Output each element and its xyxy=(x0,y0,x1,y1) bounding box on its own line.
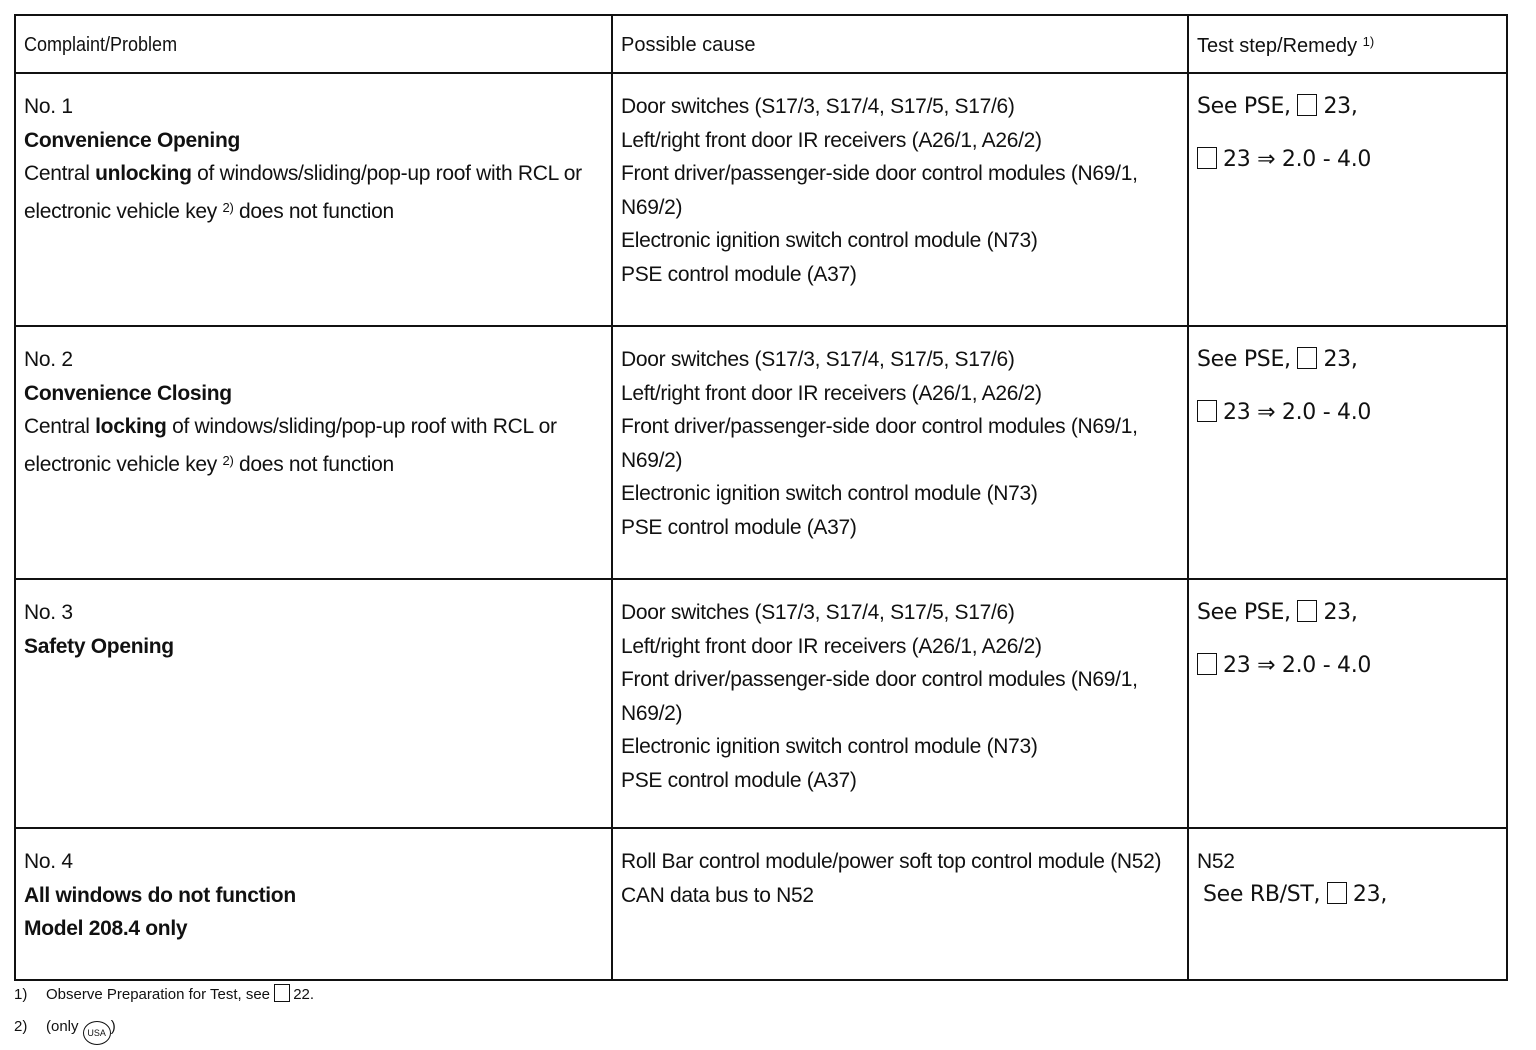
table-row xyxy=(15,579,1507,828)
complaint-number: No. 2 xyxy=(24,348,73,371)
cause-item: Door switches (S17/3, S17/4, S17/5, S17/6) xyxy=(621,601,1015,624)
page-ref-icon xyxy=(1197,147,1217,169)
table-header-row xyxy=(15,15,1507,73)
complaint-description: Central locking of windows/sliding/pop-up roof with RCL or electronic vehicle key $^{2)}$ does not function xyxy=(24,415,557,476)
cause-item: Front driver/passenger-side door control modules (N69/1, N69/2) xyxy=(621,162,1138,219)
remedy-link[interactable]: See RB/ST, 23, xyxy=(1203,882,1388,907)
cause-item: CAN data bus to N52 xyxy=(621,883,814,907)
complaint-title: Convenience Opening xyxy=(24,128,240,152)
header-complaint: Complaint/Problem xyxy=(15,15,612,73)
cause-item: Front driver/passenger-side door control modules (N69/1, N69/2) xyxy=(621,415,1138,472)
cause-item: Front driver/passenger-side door control modules (N69/1, N69/2) xyxy=(621,668,1138,725)
complaint-title: Convenience Closing xyxy=(24,381,232,405)
cause-cell xyxy=(612,828,1188,980)
cause-item: Electronic ignition switch control module (N73) xyxy=(621,229,1038,252)
remedy-link[interactable]: See PSE, 23, xyxy=(1197,347,1358,372)
header-cause: Possible cause xyxy=(612,15,1188,73)
page-ref-icon xyxy=(1197,653,1217,675)
page-ref-icon xyxy=(1327,882,1347,904)
cause-item: Left/right front door IR receivers (A26/1, A26/2) xyxy=(621,634,1042,658)
cause-cell xyxy=(612,579,1188,828)
remedy-cell xyxy=(1188,828,1507,980)
complaint-cell xyxy=(15,326,612,579)
complaint-number: No. 1 xyxy=(24,95,73,118)
complaint-model: Model 208.4 only xyxy=(24,917,188,940)
page-ref-icon xyxy=(274,984,290,1002)
page-ref-icon xyxy=(1297,94,1317,116)
footnote-1: 1) Observe Preparation for Test, see 22. xyxy=(14,986,315,1003)
cause-item: Left/right front door IR receivers (A26/1, A26/2) xyxy=(621,381,1042,405)
cause-item: Electronic ignition switch control module (N73) xyxy=(621,482,1038,505)
table-row xyxy=(15,73,1507,326)
cause-item: Left/right front door IR receivers (A26/1, A26/2) xyxy=(621,128,1042,152)
table-row xyxy=(15,326,1507,579)
remedy-cell xyxy=(1188,73,1507,326)
complaint-cell xyxy=(15,73,612,326)
remedy-cell xyxy=(1188,326,1507,579)
cause-item: Roll Bar control module/power soft top control module (N52) xyxy=(621,850,1162,873)
cause-item: Door switches (S17/3, S17/4, S17/5, S17/6) xyxy=(621,95,1015,118)
complaint-number: No. 3 xyxy=(24,601,73,624)
cause-item: PSE control module (A37) xyxy=(621,768,857,792)
remedy-link[interactable]: See PSE, 23, xyxy=(1197,600,1358,625)
cause-cell xyxy=(612,326,1188,579)
complaint-cell xyxy=(15,828,612,980)
complaint-description: Central unlocking of windows/sliding/pop-up roof with RCL or electronic vehicle key $^{2)}$ does not function xyxy=(24,162,582,223)
page-ref-icon xyxy=(1197,400,1217,422)
cause-item: Electronic ignition switch control module (N73) xyxy=(621,735,1038,758)
header-remedy-note: 1) xyxy=(1362,34,1375,49)
complaint-number: No. 4 xyxy=(24,850,73,873)
footnote-2: 2) (only USA ) xyxy=(14,1018,116,1045)
complaint-title: All windows do not function xyxy=(24,883,296,907)
complaint-cell xyxy=(15,579,612,828)
cause-item: PSE control module (A37) xyxy=(621,515,857,539)
header-remedy: Test step/Remedy $^{1)}$ xyxy=(1188,15,1507,73)
remedy-cell xyxy=(1188,579,1507,828)
usa-badge-icon: USA xyxy=(83,1021,111,1045)
cause-item: Door switches (S17/3, S17/4, S17/5, S17/6) xyxy=(621,348,1015,371)
diagnosis-table xyxy=(14,14,1508,981)
cause-item: PSE control module (A37) xyxy=(621,262,857,286)
cause-cell xyxy=(612,73,1188,326)
page-ref-icon xyxy=(1297,600,1317,622)
remedy-test-step[interactable]: 23 ⇒ 2.0 - 4.0 xyxy=(1197,143,1498,176)
remedy-link[interactable]: See PSE, 23, xyxy=(1197,94,1358,119)
page-ref-icon xyxy=(1297,347,1317,369)
complaint-title: Safety Opening xyxy=(24,634,174,658)
remedy-test-step[interactable]: 23 ⇒ 2.0 - 4.0 xyxy=(1197,396,1498,429)
remedy-test-step[interactable]: 23 ⇒ 2.0 - 4.0 xyxy=(1197,649,1498,682)
remedy-module: N52 xyxy=(1197,850,1235,873)
table-row xyxy=(15,828,1507,980)
